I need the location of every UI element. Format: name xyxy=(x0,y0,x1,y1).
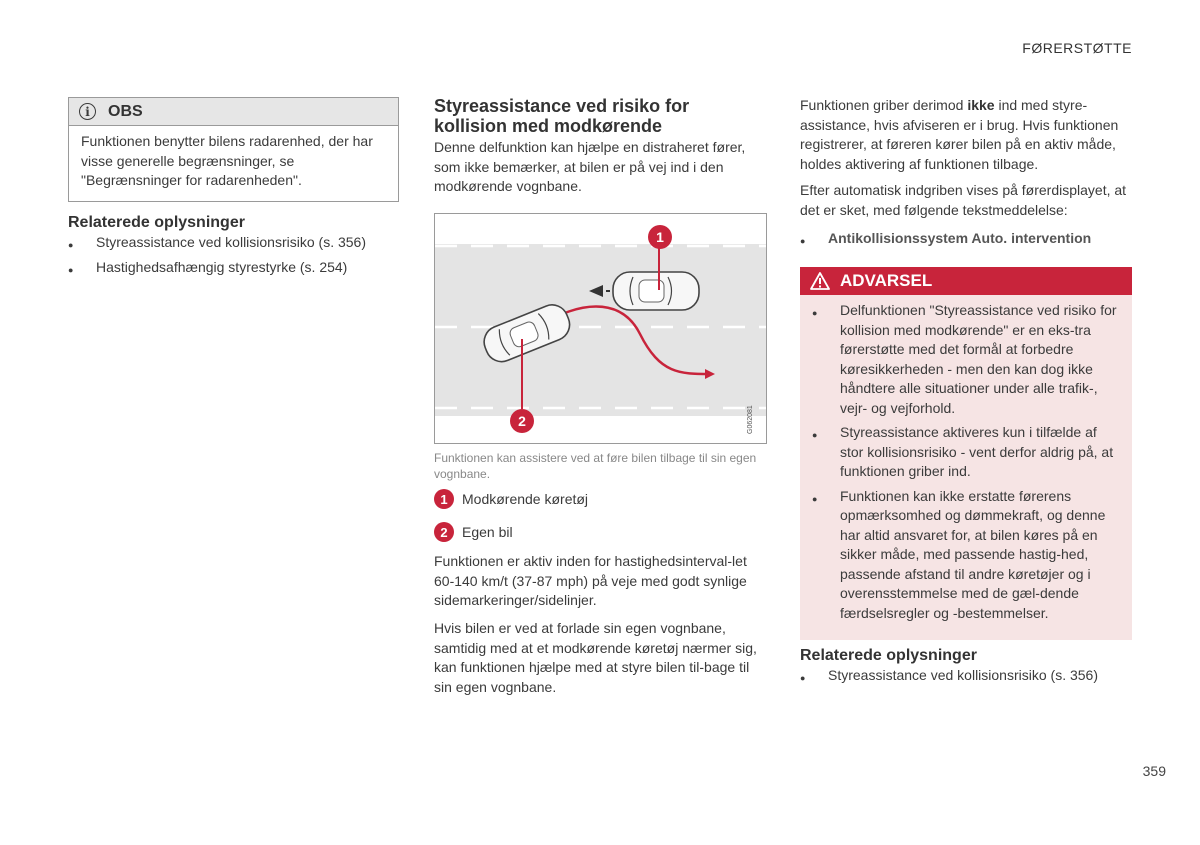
warning-title: ADVARSEL xyxy=(840,271,933,290)
obs-note-header xyxy=(69,98,398,126)
warning-box xyxy=(800,267,1132,640)
legend-label-2: Egen bil xyxy=(462,524,513,540)
related-link[interactable]: ● Styreassistance ved kollisionsrisiko (s. 356) xyxy=(68,233,399,252)
display-message-text: Antikollisionssystem Auto. intervention xyxy=(828,230,1092,246)
obs-note-box xyxy=(68,97,399,202)
section-title: Styreassistance ved risiko for kollision med modkørende xyxy=(434,96,690,136)
warning-header xyxy=(800,267,1132,295)
warning-item: ● Delfunktionen "Styreassistance ved risiko for kollision med modkørende" er en eks-tra førerstøtte med det formål at forbedre køresikkerheden - men den kan dog ikke håndtere alle situationer under alle trafik-, vejr- og vejforhold. xyxy=(812,301,1120,418)
related-link[interactable]: ● Styreassistance ved kollisionsrisiko (s. 356) xyxy=(800,666,1132,685)
section-header: FØRERSTØTTE xyxy=(1022,40,1132,56)
related-title: Relaterede oplysninger xyxy=(800,647,977,664)
speed-paragraph: Funktionen er aktiv inden for hastighedsinterval-let 60-140 km/t (37-87 mph) på veje med godt synlige sidemarkeringer/sidelinjer. xyxy=(434,553,747,608)
right-paragraph-2: Efter automatisk indgriben vises på førerdisplayet, at det er sket, med følgende tekstmeddelelse: xyxy=(800,182,1127,218)
svg-text:2: 2 xyxy=(518,413,526,429)
lane-paragraph: Hvis bilen er ved at forlade sin egen vognbane, samtidig med at et modkørende køretøj nærmer sig, kan funktionen hjælpe med at styre bilen til-bage til sin egen vognbane. xyxy=(434,620,757,695)
related-list xyxy=(68,233,399,277)
figure-code: G062081 xyxy=(747,405,754,434)
warning-triangle-icon xyxy=(810,272,830,290)
intro-paragraph: Denne delfunktion kan hjælpe en distraheret fører, som ikke bemærker, at bilen er på vej ind i den modkørende vognbane. xyxy=(434,139,746,194)
warning-body xyxy=(800,295,1132,640)
related-section-right xyxy=(800,647,1132,685)
warning-item: ● Funktionen kan ikke erstatte førerens opmærksomhed og dømmekraft, og denne har altid ansvaret for, at bilen køres på en sikker måde, med passende hastig-hed, passende afstand til andre køretøjer og i overensstemmelse med de gæl-dende færdselsregler og -bestemmelser. xyxy=(812,487,1120,624)
display-message xyxy=(800,229,1132,248)
obs-body: Funktionen benytter bilens radarenhed, der har visse generelle begrænsninger, se "Begrænsninger for radarenheden". xyxy=(81,133,373,188)
emphasis-ikke: ikke xyxy=(967,97,995,113)
illustration-figure xyxy=(434,213,767,444)
page-number: 359 xyxy=(1142,763,1166,779)
legend-badge-1: 1 xyxy=(434,489,454,509)
main-section xyxy=(434,96,764,197)
legend-item-2 xyxy=(434,522,513,542)
related-link[interactable]: ● Hastighedsafhængig styrestyrke (s. 254) xyxy=(68,258,399,277)
svg-text:1: 1 xyxy=(656,229,664,245)
figure-caption: Funktionen kan assistere ved at føre bilen tilbage til sin egen vognbane. xyxy=(434,451,757,481)
road-surface xyxy=(435,244,767,416)
warning-item: ● Styreassistance aktiveres kun i tilfælde af stor kollisionsrisiko - vent derfor aldrig på, at funktionen griber ind. xyxy=(812,423,1120,482)
info-icon: i xyxy=(79,103,96,120)
related-title: Relaterede oplysninger xyxy=(68,214,245,231)
road-illustration xyxy=(435,214,767,444)
obs-title: OBS xyxy=(108,102,143,120)
oncoming-car-icon xyxy=(613,272,699,310)
legend-label-1: Modkørende køretøj xyxy=(462,491,589,507)
legend-badge-2: 2 xyxy=(434,522,454,542)
legend-item-1 xyxy=(434,489,588,509)
related-section-left xyxy=(68,214,399,277)
right-paragraph-1: Funktionen griber derimod ikke ind med styre-assistance, hvis afviseren er i brug. Hvis funktionen registrerer, at føreren kører bilen på en aktiv måde, holdes aktivering af funktionen tilbage. xyxy=(800,97,1119,172)
